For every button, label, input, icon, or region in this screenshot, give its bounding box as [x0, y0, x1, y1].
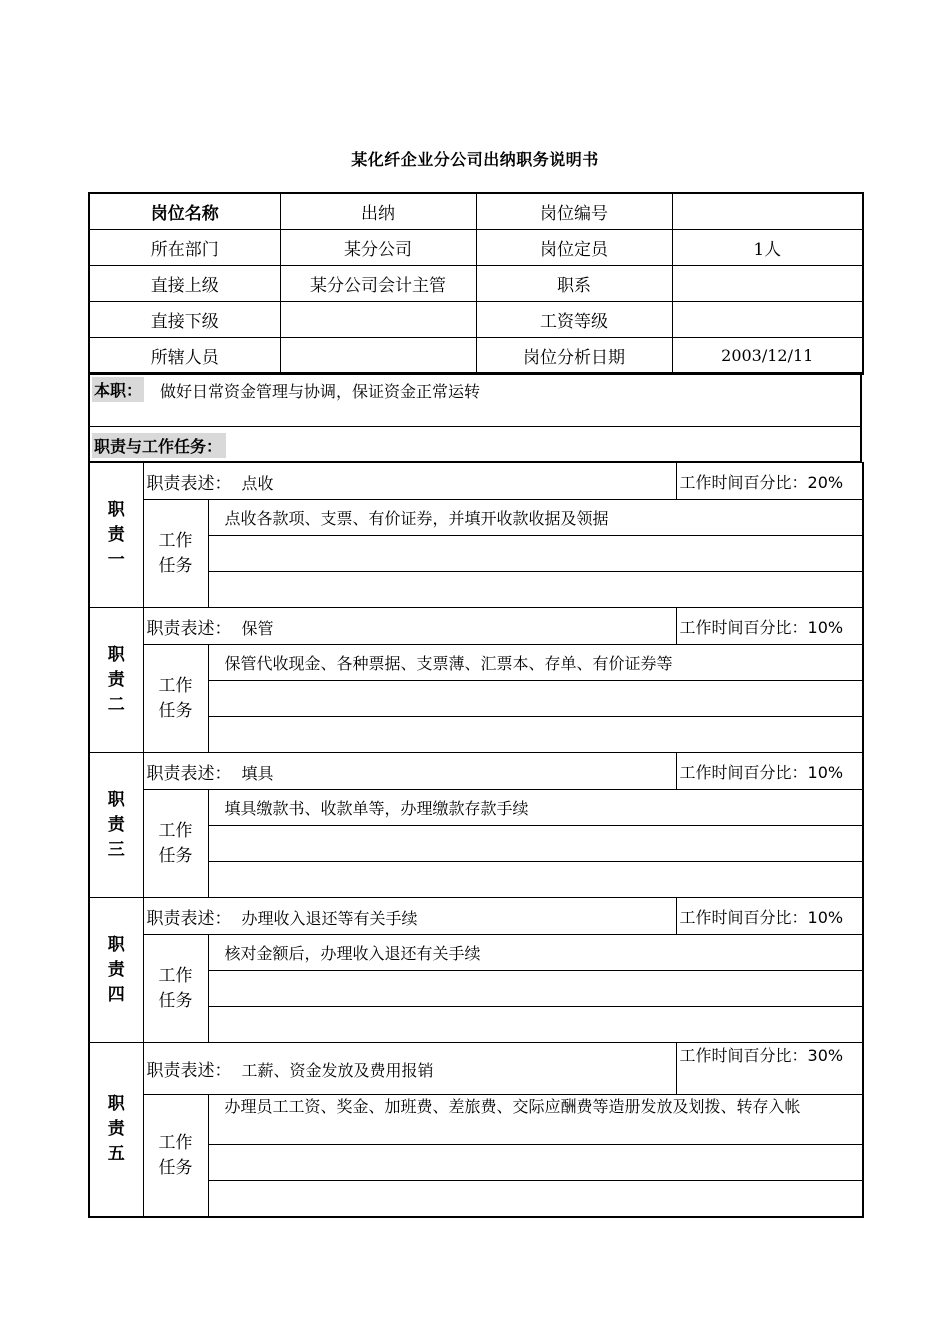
duty-side-label: 职 责 二 [89, 608, 143, 753]
duty-desc-label: 职责表述： [146, 1061, 232, 1081]
duty-description [143, 1043, 676, 1095]
duty-task-line [208, 862, 863, 898]
label-job-family: 职系 [476, 266, 672, 302]
page-title: 某化纤企业分公司出纳职务说明书 [351, 150, 599, 169]
duty-task-line: 办理员工工资、奖金、加班费、差旅费、交际应酬费等造册发放及划拨、转存入帐 [208, 1095, 863, 1145]
info-row [89, 338, 863, 375]
duty-task-line [208, 572, 863, 608]
main-duty-value: 做好日常资金管理与协调，保证资金正常运转 [160, 382, 481, 401]
position-info-table [88, 192, 864, 375]
duty-task-line [208, 1145, 863, 1181]
duty-task-label: 工作 任务 [143, 935, 208, 1043]
duty-task-row [89, 500, 863, 536]
duty-side-label: 职 责 五 [89, 1043, 143, 1218]
duty-time-percent: 工作时间百分比：30% [676, 1043, 863, 1095]
duty-desc-value: 工薪、资金发放及费用报销 [241, 1061, 434, 1080]
label-direct-subordinate: 直接下级 [89, 302, 280, 338]
info-row [89, 302, 863, 338]
duty-task-line [208, 826, 863, 862]
duty-task-row [89, 1095, 863, 1145]
info-row [89, 266, 863, 302]
duty-task-row [89, 645, 863, 681]
duty-desc-value: 填具 [241, 763, 274, 783]
duty-time-percent: 工作时间百分比：20% [676, 463, 863, 500]
value-direct-superior: 某分公司会计主管 [280, 266, 476, 302]
duty-desc-label: 职责表述： [146, 618, 232, 639]
label-position-name: 岗位名称 [89, 193, 280, 230]
duty-task-row [89, 790, 863, 826]
duty-desc-value: 办理收入退还等有关手续 [241, 908, 418, 928]
value-salary-grade [672, 302, 863, 338]
duty-desc-row [89, 463, 863, 500]
duty-desc-label: 职责表述： [146, 908, 232, 929]
value-staff-managed [280, 338, 476, 375]
duty-description [143, 608, 676, 645]
duty-desc-value: 保管 [241, 618, 274, 638]
duty-desc-value: 点收 [241, 473, 274, 493]
label-department: 所在部门 [89, 230, 280, 266]
duty-desc-row [89, 898, 863, 935]
duty-desc-row [89, 1043, 863, 1095]
duty-description [143, 898, 676, 935]
duty-desc-row [89, 608, 863, 645]
value-position-code [672, 193, 863, 230]
label-analysis-date: 岗位分析日期 [476, 338, 672, 375]
label-direct-superior: 直接上级 [89, 266, 280, 302]
duty-description [143, 463, 676, 500]
duty-table [88, 752, 864, 898]
duty-task-row [89, 935, 863, 971]
duty-table [88, 462, 864, 608]
info-row [89, 230, 863, 266]
main-duty-section [88, 372, 862, 427]
duty-task-label: 工作 任务 [143, 645, 208, 753]
duty-task-line [208, 1007, 863, 1043]
duty-time-percent: 工作时间百分比：10% [676, 898, 863, 935]
duty-task-label: 工作 任务 [143, 790, 208, 898]
label-salary-grade: 工资等级 [476, 302, 672, 338]
value-headcount: 1人 [672, 230, 863, 266]
duty-side-label: 职 责 四 [89, 898, 143, 1043]
duty-task-line: 保管代收现金、各种票据、支票薄、汇票本、存单、有价证券等 [208, 645, 863, 681]
duty-task-label: 工作 任务 [143, 500, 208, 608]
value-direct-subordinate [280, 302, 476, 338]
duty-task-line: 核对金额后，办理收入退还有关手续 [208, 935, 863, 971]
duty-desc-label: 职责表述： [146, 763, 232, 784]
label-staff-managed: 所辖人员 [89, 338, 280, 375]
duty-time-percent: 工作时间百分比：10% [676, 753, 863, 790]
duty-task-line: 点收各款项、支票、有价证券，并填开收款收据及领据 [208, 500, 863, 536]
value-job-family [672, 266, 863, 302]
main-duty-label: 本职： [92, 377, 144, 402]
duties-header-label: 职责与工作任务： [92, 433, 226, 458]
duty-task-label: 工作 任务 [143, 1095, 208, 1218]
label-headcount: 岗位定员 [476, 230, 672, 266]
duty-description [143, 753, 676, 790]
value-position-name: 出纳 [280, 193, 476, 230]
duty-side-label: 职 责 三 [89, 753, 143, 898]
duty-task-line [208, 1181, 863, 1218]
duty-table [88, 1042, 864, 1218]
value-department: 某分公司 [280, 230, 476, 266]
duties-header [88, 427, 862, 462]
duty-task-line: 填具缴款书、收款单等，办理缴款存款手续 [208, 790, 863, 826]
duty-side-label: 职 责 一 [89, 463, 143, 608]
duty-task-line [208, 536, 863, 572]
duty-table [88, 607, 864, 753]
info-row [89, 193, 863, 230]
duty-desc-label: 职责表述： [146, 473, 232, 494]
duty-task-line [208, 681, 863, 717]
duty-task-line [208, 717, 863, 753]
duty-task-line [208, 971, 863, 1007]
value-analysis-date: 2003/12/11 [672, 338, 863, 375]
label-position-code: 岗位编号 [476, 193, 672, 230]
duty-table [88, 897, 864, 1043]
duty-desc-row [89, 753, 863, 790]
duty-time-percent: 工作时间百分比：10% [676, 608, 863, 645]
